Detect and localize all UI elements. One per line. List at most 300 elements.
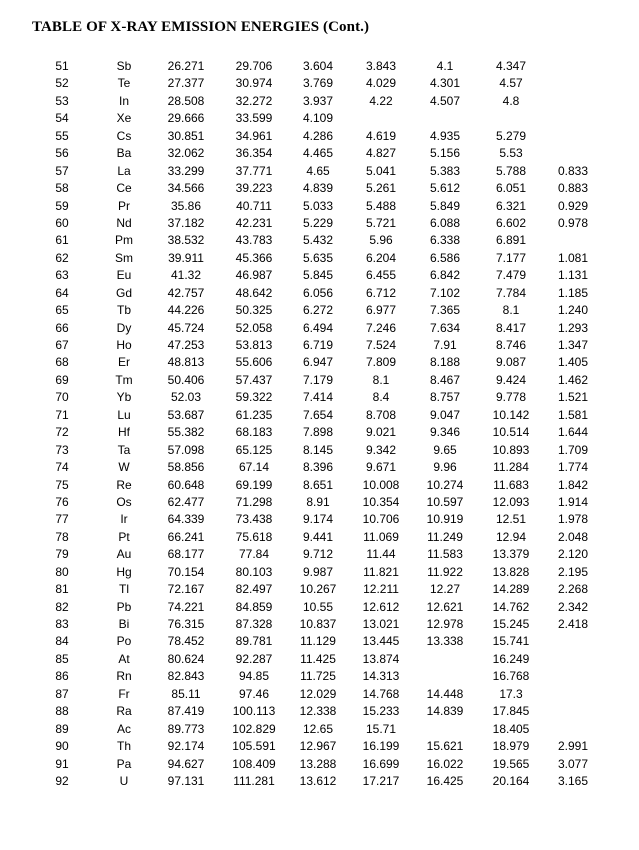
energy-col-4: 7.809	[365, 355, 397, 370]
energy-col-6: 20.164	[492, 773, 530, 788]
energy-col-1: 29.666	[167, 111, 205, 126]
energy-col-2: 32.272	[235, 93, 273, 108]
table-row	[0, 110, 639, 127]
element-symbol: Ta	[117, 442, 131, 457]
energy-col-1: 41.32	[170, 268, 202, 283]
energy-col-6: 10.514	[492, 425, 530, 440]
table-row	[0, 599, 639, 616]
table-row	[0, 581, 639, 598]
table-row	[0, 58, 639, 75]
energy-col-2: 80.103	[235, 564, 273, 579]
energy-col-3: 4.65	[306, 163, 330, 178]
energy-col-3: 8.396	[302, 460, 334, 475]
energy-col-2: 111.281	[233, 773, 275, 788]
energy-col-6: 18.979	[492, 739, 530, 754]
energy-col-6: 8.746	[495, 338, 527, 352]
table-row	[0, 232, 639, 249]
energy-col-6: 4.347	[495, 59, 527, 73]
table-row	[0, 407, 639, 424]
energy-col-6: 12.51	[495, 512, 527, 527]
atomic-number: 83	[55, 617, 69, 631]
energy-col-5: 13.338	[426, 634, 464, 649]
energy-col-5: 5.612	[429, 181, 461, 196]
atomic-number: 61	[55, 233, 69, 248]
energy-col-3: 7.654	[302, 407, 334, 422]
energy-col-1: 62.477	[167, 494, 205, 509]
energy-col-5: 5.849	[429, 198, 461, 213]
atomic-number: 90	[55, 739, 69, 754]
energy-col-7: 2.991	[557, 739, 589, 754]
element-symbol: Cs	[116, 128, 132, 143]
energy-col-2: 87.328	[235, 617, 273, 631]
energy-col-1: 37.182	[167, 215, 205, 230]
energy-col-6: 16.249	[492, 651, 530, 666]
table-row	[0, 668, 639, 685]
energy-col-4: 9.021	[365, 425, 397, 440]
atomic-number: 64	[55, 285, 69, 300]
energy-col-7: 1.240	[557, 303, 589, 318]
element-symbol: Ir	[120, 512, 128, 527]
atomic-number: 69	[55, 372, 69, 387]
energy-col-6: 15.245	[492, 617, 530, 631]
energy-col-7: 2.418	[557, 617, 589, 631]
energy-col-2: 42.231	[235, 215, 273, 230]
energy-col-2: 39.223	[235, 181, 273, 196]
energy-col-1: 34.566	[167, 181, 205, 196]
energy-col-5: 11.583	[427, 547, 463, 562]
atomic-number: 60	[55, 215, 69, 230]
energy-col-3: 5.033	[302, 198, 334, 213]
energy-col-6: 13.828	[492, 564, 530, 579]
table-row	[0, 442, 639, 459]
energy-col-4: 11.821	[363, 564, 399, 579]
energy-col-1: 28.508	[167, 93, 205, 108]
energy-col-6: 4.57	[499, 76, 523, 91]
element-symbol: Ba	[116, 146, 132, 161]
energy-col-6: 16.768	[492, 669, 530, 684]
element-symbol: Bi	[118, 617, 130, 631]
energy-col-2: 97.46	[238, 686, 270, 701]
energy-col-6: 5.279	[495, 128, 527, 143]
energy-col-3: 4.465	[302, 146, 334, 161]
atomic-number: 82	[55, 599, 69, 614]
table-row	[0, 529, 639, 546]
energy-col-2: 67.14	[238, 460, 270, 475]
energy-col-6: 13.379	[492, 547, 530, 562]
energy-col-5: 5.156	[429, 146, 461, 161]
atomic-number: 62	[55, 250, 69, 265]
energy-col-1: 89.773	[167, 721, 205, 736]
energy-col-5: 9.65	[433, 442, 457, 457]
table-row	[0, 128, 639, 145]
energy-col-3: 3.769	[302, 76, 334, 91]
atomic-number: 74	[55, 460, 69, 475]
atomic-number: 57	[55, 163, 69, 178]
energy-col-5: 11.249	[427, 529, 463, 544]
energy-col-6: 11.284	[493, 460, 529, 475]
element-symbol: Rn	[116, 669, 132, 684]
element-symbol: Eu	[116, 268, 132, 283]
table-row	[0, 756, 639, 773]
energy-col-4: 4.029	[365, 76, 397, 91]
energy-col-1: 60.648	[167, 477, 205, 492]
energy-col-5: 6.338	[429, 233, 461, 248]
energy-col-3: 11.425	[300, 651, 336, 666]
energy-col-1: 92.174	[167, 739, 205, 754]
energy-col-2: 102.829	[232, 721, 276, 736]
energy-col-4: 8.1	[372, 372, 390, 387]
energy-col-3: 8.91	[306, 494, 330, 509]
table-row	[0, 302, 639, 319]
table-row	[0, 424, 639, 441]
element-symbol: W	[118, 460, 130, 475]
energy-col-1: 76.315	[167, 617, 205, 631]
energy-col-1: 45.724	[167, 320, 205, 335]
element-symbol: Pa	[116, 756, 132, 771]
element-symbol: Ac	[116, 721, 131, 736]
energy-col-7: 2.342	[557, 599, 589, 614]
energy-col-5: 16.022	[426, 756, 464, 771]
energy-col-2: 33.599	[235, 111, 273, 126]
table-row	[0, 354, 639, 371]
element-symbol: Tl	[119, 582, 129, 597]
energy-col-1: 94.627	[167, 756, 205, 771]
element-symbol: Sb	[116, 59, 132, 73]
table-row	[0, 163, 639, 180]
element-symbol: At	[118, 651, 130, 666]
energy-col-4: 7.246	[365, 320, 397, 335]
energy-col-2: 46.987	[235, 268, 273, 283]
energy-col-4: 11.44	[366, 547, 396, 562]
atomic-number: 53	[55, 93, 69, 108]
energy-col-4: 15.71	[365, 721, 397, 736]
energy-col-7: 1.462	[557, 372, 589, 387]
energy-col-7: 1.774	[557, 460, 589, 475]
energy-col-1: 39.911	[168, 250, 204, 265]
energy-col-2: 61.235	[235, 407, 273, 422]
energy-col-3: 8.651	[302, 477, 334, 492]
energy-col-4: 12.612	[362, 599, 400, 614]
atomic-number: 87	[55, 686, 69, 701]
energy-col-4: 10.354	[362, 494, 400, 509]
energy-col-7: 3.165	[557, 773, 589, 788]
energy-col-7: 1.521	[557, 390, 589, 405]
energy-col-5: 10.919	[426, 512, 464, 527]
energy-col-3: 6.719	[302, 338, 334, 352]
energy-col-5: 12.621	[426, 599, 464, 614]
energy-col-3: 10.267	[299, 582, 337, 597]
element-symbol: La	[117, 163, 131, 178]
energy-col-5: 14.839	[426, 704, 464, 719]
atomic-number: 78	[55, 529, 69, 544]
table-row	[0, 564, 639, 581]
energy-col-1: 85.11	[171, 686, 201, 701]
energy-col-4: 4.22	[369, 93, 393, 108]
energy-col-2: 30.974	[235, 76, 273, 91]
element-symbol: Os	[116, 494, 132, 509]
energy-col-5: 10.597	[426, 494, 464, 509]
element-symbol: Tm	[115, 372, 133, 387]
energy-col-3: 6.947	[302, 355, 334, 370]
energy-col-5: 6.088	[429, 215, 461, 230]
energy-col-3: 12.65	[302, 721, 334, 736]
element-symbol: Ra	[116, 704, 132, 719]
energy-col-5: 7.102	[429, 285, 461, 300]
energy-col-6: 5.53	[499, 146, 523, 161]
energy-col-2: 73.438	[235, 512, 273, 527]
energy-col-2: 94.85	[238, 669, 270, 684]
energy-col-5: 12.978	[426, 617, 464, 631]
element-symbol: Pb	[116, 599, 132, 614]
energy-col-4: 6.712	[365, 285, 397, 300]
energy-col-5: 9.346	[429, 425, 461, 440]
energy-col-3: 11.129	[300, 634, 336, 649]
table-row	[0, 337, 639, 354]
energy-col-6: 18.405	[492, 721, 530, 736]
energy-col-4: 8.708	[365, 407, 397, 422]
energy-col-4: 5.96	[369, 233, 393, 248]
table-row	[0, 511, 639, 528]
atomic-number: 84	[55, 634, 69, 649]
energy-col-2: 37.771	[235, 163, 273, 178]
energy-col-2: 84.859	[235, 599, 273, 614]
energy-col-6: 17.3	[499, 686, 523, 701]
energy-col-1: 52.03	[170, 390, 202, 405]
energy-col-7: 1.914	[557, 494, 589, 509]
energy-col-1: 58.856	[167, 460, 205, 475]
energy-col-5: 8.757	[429, 390, 461, 405]
table-row	[0, 773, 639, 790]
energy-col-6: 5.788	[495, 163, 527, 178]
energy-col-3: 3.937	[302, 93, 334, 108]
energy-col-5: 8.188	[429, 355, 461, 370]
energy-col-6: 9.778	[495, 390, 527, 405]
energy-col-4: 12.211	[363, 582, 399, 597]
energy-col-6: 15.741	[492, 634, 530, 649]
energy-col-5: 4.301	[429, 76, 461, 91]
energy-col-7: 1.842	[557, 477, 589, 492]
energy-col-6: 6.602	[495, 215, 527, 230]
table-row	[0, 267, 639, 284]
energy-col-2: 75.618	[235, 529, 273, 544]
energy-col-4: 8.4	[372, 390, 390, 405]
energy-col-1: 78.452	[167, 634, 205, 649]
table-row	[0, 75, 639, 92]
energy-col-5: 5.383	[429, 163, 461, 178]
energy-col-7: 2.195	[557, 564, 589, 579]
energy-col-6: 7.177	[495, 250, 527, 265]
table-row	[0, 651, 639, 668]
element-symbol: Gd	[115, 285, 132, 300]
atomic-number: 79	[55, 547, 69, 562]
atomic-number: 85	[55, 651, 69, 666]
element-symbol: Te	[117, 76, 131, 91]
energy-col-3: 5.229	[302, 215, 334, 230]
energy-col-2: 82.497	[235, 582, 273, 597]
energy-col-4: 4.619	[365, 128, 397, 143]
energy-col-3: 7.898	[302, 425, 334, 440]
energy-col-6: 14.289	[492, 582, 530, 597]
element-symbol: Pt	[118, 529, 130, 544]
energy-col-5: 16.425	[426, 773, 464, 788]
energy-col-7: 2.120	[557, 547, 589, 562]
energy-col-4: 13.874	[362, 651, 400, 666]
element-symbol: Fr	[118, 686, 130, 701]
energy-col-7: 2.048	[557, 529, 589, 544]
energy-col-1: 35.86	[170, 198, 202, 213]
energy-col-4: 6.455	[365, 268, 397, 283]
energy-col-4: 13.021	[362, 617, 400, 631]
energy-col-7: 1.185	[557, 285, 589, 300]
element-symbol: U	[119, 773, 129, 788]
energy-col-1: 70.154	[167, 564, 205, 579]
atomic-number: 77	[55, 512, 69, 527]
element-symbol: Ce	[116, 181, 132, 196]
atomic-number: 75	[55, 477, 69, 492]
energy-col-3: 9.712	[302, 547, 334, 562]
energy-col-1: 27.377	[167, 76, 205, 91]
table-row	[0, 477, 639, 494]
table-row	[0, 250, 639, 267]
atomic-number: 63	[55, 268, 69, 283]
atomic-number: 66	[55, 320, 69, 335]
energy-col-2: 71.298	[235, 494, 273, 509]
table-row	[0, 546, 639, 563]
energy-col-4: 11.069	[363, 529, 399, 544]
energy-col-4: 5.721	[365, 215, 397, 230]
atomic-number: 92	[55, 773, 69, 788]
energy-col-2: 50.325	[235, 303, 273, 318]
atomic-number: 73	[55, 442, 69, 457]
energy-col-3: 9.987	[302, 564, 334, 579]
energy-col-7: 1.405	[557, 355, 589, 370]
energy-col-1: 72.167	[167, 582, 205, 597]
element-symbol: Au	[116, 547, 132, 562]
energy-col-1: 97.131	[167, 773, 205, 788]
energy-col-7: 0.929	[557, 198, 589, 213]
table-row	[0, 93, 639, 110]
energy-col-5: 11.922	[427, 564, 463, 579]
energy-col-6: 9.424	[495, 372, 527, 387]
table-row	[0, 494, 639, 511]
energy-col-6: 7.479	[495, 268, 527, 283]
energy-col-7: 3.077	[557, 756, 589, 771]
atomic-number: 67	[55, 338, 69, 352]
energy-col-2: 52.058	[235, 320, 273, 335]
element-symbol: Tb	[116, 303, 131, 318]
energy-col-2: 55.606	[235, 355, 273, 370]
energy-col-1: 68.177	[167, 547, 205, 562]
energy-col-2: 89.781	[235, 634, 273, 649]
energy-col-1: 66.241	[167, 529, 205, 544]
energy-col-2: 53.813	[235, 338, 273, 352]
energy-col-5: 4.1	[436, 59, 454, 73]
energy-col-1: 48.813	[167, 355, 205, 370]
table-row	[0, 721, 639, 738]
energy-col-6: 8.1	[502, 303, 520, 318]
energy-col-7: 1.131	[557, 268, 589, 283]
energy-col-4: 16.699	[362, 756, 400, 771]
energy-col-4: 14.768	[362, 686, 400, 701]
atomic-number: 76	[55, 494, 69, 509]
energy-col-1: 42.757	[167, 285, 205, 300]
table-row	[0, 633, 639, 650]
energy-col-4: 16.199	[362, 739, 400, 754]
energy-col-2: 43.783	[235, 233, 273, 248]
energy-col-3: 9.174	[302, 512, 334, 527]
energy-col-4: 3.843	[365, 59, 397, 73]
element-symbol: Lu	[117, 407, 131, 422]
energy-col-1: 47.253	[167, 338, 205, 352]
energy-col-3: 13.612	[299, 773, 337, 788]
atomic-number: 56	[55, 146, 69, 161]
energy-col-2: 40.711	[236, 198, 272, 213]
energy-col-5: 15.621	[426, 739, 464, 754]
energy-col-3: 4.286	[302, 128, 334, 143]
energy-col-4: 13.445	[362, 634, 400, 649]
table-row	[0, 738, 639, 755]
energy-col-5: 7.634	[429, 320, 461, 335]
energy-col-2: 45.366	[235, 250, 273, 265]
energy-col-6: 6.321	[495, 198, 527, 213]
energy-col-4: 5.261	[365, 181, 397, 196]
atomic-number: 89	[55, 721, 69, 736]
energy-col-1: 80.624	[167, 651, 205, 666]
energy-col-5: 12.27	[429, 582, 461, 597]
energy-col-4: 4.827	[365, 146, 397, 161]
table-row	[0, 686, 639, 703]
energy-col-3: 10.837	[299, 617, 337, 631]
energy-col-3: 9.441	[302, 529, 334, 544]
energy-col-5: 4.507	[429, 93, 461, 108]
energy-col-7: 1.978	[557, 512, 589, 527]
energy-col-5: 4.935	[429, 128, 461, 143]
energy-col-4: 14.313	[362, 669, 400, 684]
energy-col-6: 12.94	[495, 529, 527, 544]
atomic-number: 71	[55, 407, 69, 422]
energy-col-3: 4.839	[302, 181, 334, 196]
energy-col-4: 17.217	[362, 773, 400, 788]
energy-col-1: 74.221	[167, 599, 205, 614]
energy-col-2: 36.354	[235, 146, 273, 161]
element-symbol: Dy	[116, 320, 132, 335]
energy-col-4: 5.041	[365, 163, 397, 178]
energy-col-2: 100.113	[232, 704, 276, 719]
atomic-number: 52	[55, 76, 69, 91]
energy-col-4: 6.204	[365, 250, 397, 265]
element-symbol: Sm	[115, 250, 133, 265]
energy-col-2: 34.961	[235, 128, 273, 143]
energy-col-2: 105.591	[232, 739, 276, 754]
energy-col-4: 9.671	[365, 460, 397, 475]
energy-col-2: 57.437	[235, 372, 273, 387]
table-row	[0, 372, 639, 389]
energy-col-7: 1.293	[557, 320, 589, 335]
energy-col-1: 82.843	[167, 669, 205, 684]
table-row	[0, 145, 639, 162]
energy-col-6: 4.8	[502, 93, 520, 108]
atomic-number: 58	[55, 181, 69, 196]
energy-col-3: 8.145	[302, 442, 334, 457]
table-row	[0, 320, 639, 337]
energy-col-1: 50.406	[167, 372, 205, 387]
energy-col-7: 1.581	[557, 407, 589, 422]
energy-col-4: 7.524	[365, 338, 397, 352]
atomic-number: 72	[55, 425, 69, 440]
energy-col-2: 59.322	[235, 390, 273, 405]
table-row	[0, 198, 639, 215]
energy-col-2: 92.287	[235, 651, 273, 666]
